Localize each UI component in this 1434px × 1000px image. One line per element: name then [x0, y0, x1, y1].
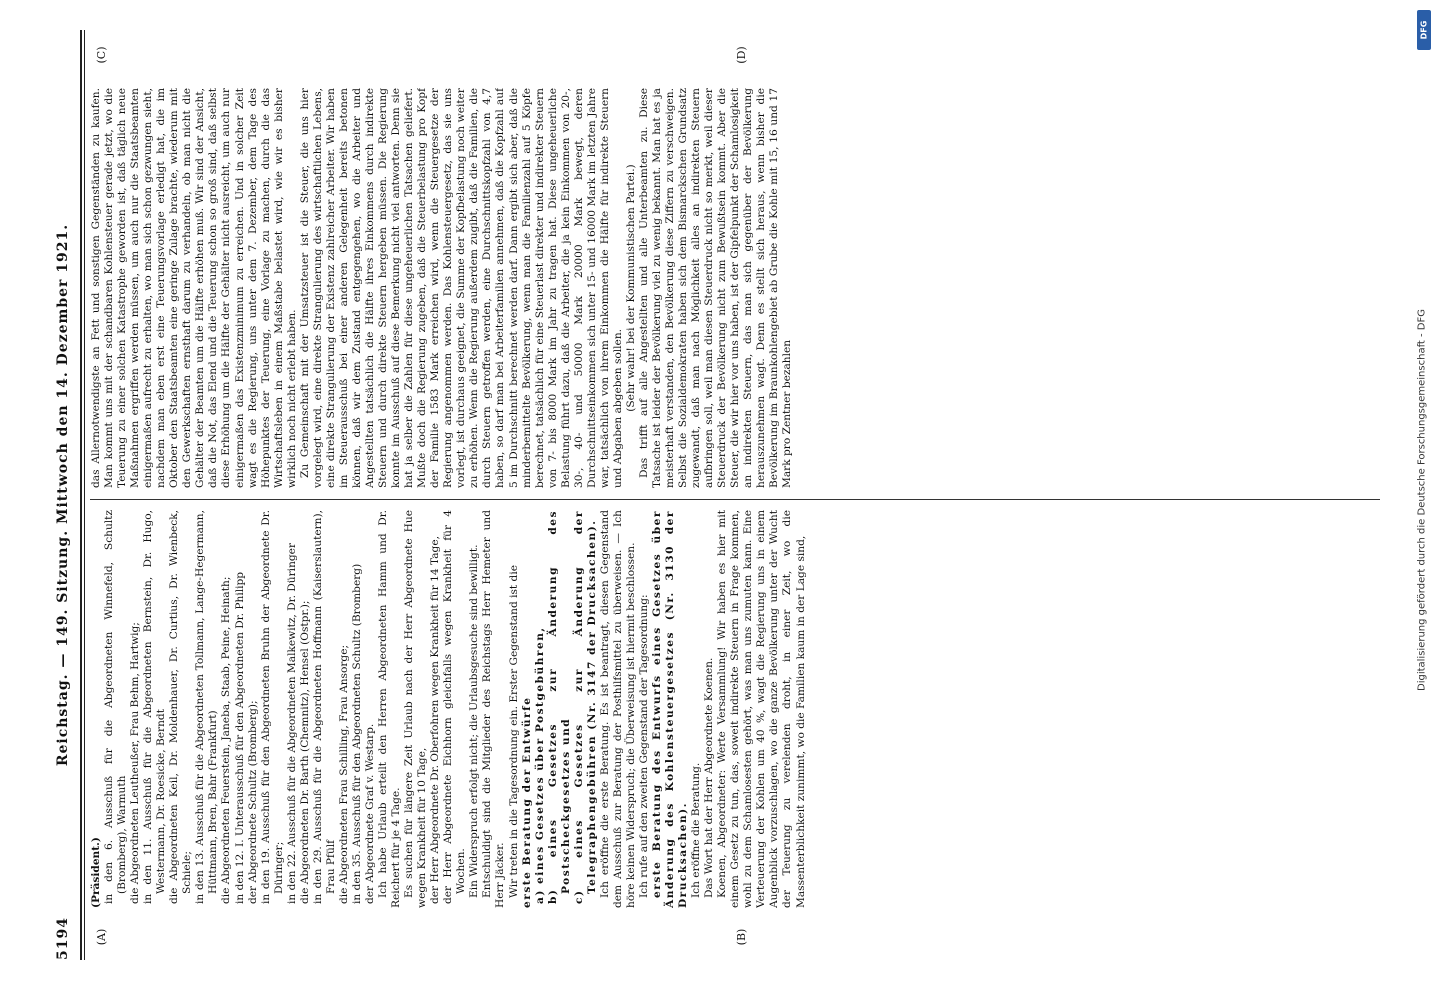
agenda-item: a) eines Gesetzes über Postgebühren, — [533, 626, 546, 904]
header-rule-thin — [84, 30, 85, 960]
text-line: der Abgeordnete Schultz (Bromberg); — [246, 700, 259, 904]
interjection: (Sehr wahr! bei der Kommunistischen Partei.) — [624, 164, 637, 412]
text-line: in den 13. Ausschuß für die Abgeordneten Tollmann, Lange-Hegermann, Hüttmann, Bren, Bahr (Frankfurt) — [194, 510, 220, 904]
page-header — [55, 30, 77, 960]
margin-letter-a: (A) — [95, 928, 108, 946]
margin-letter-b: (B) — [735, 928, 748, 946]
text-line: in den 19. Ausschuß für den Abgeordneten Bruhn der Abgeordnete Dr. Düringer; — [259, 510, 285, 904]
paragraph: Ich habe Urlaub erteilt den Herren Abgeordneten Hamm und Dr. Reichert für je 4 Tage. — [377, 510, 403, 908]
agenda-heading: erste Beratung des Entwurfs eines Gesetzes über Änderung des Kohlensteuergesetzes (Nr. 3130 der Drucksachen). — [651, 510, 690, 908]
text-line: der Herr Abgeordnete Eichhorn gleichfalls wegen Krankheit für 4 Wochen. — [442, 510, 468, 904]
text-line: in den 6. Ausschuß für die Abgeordneten Winnefeld, Schultz (Bromberg), Warmuth — [103, 510, 129, 904]
paragraph: Ich rufe auf den zweiten Gegenstand der Tagesordnung: — [637, 594, 650, 898]
text-line: in den 11. Ausschuß für die Abgeordneten Bernstein, Dr. Hugo, Westermann, Dr. Roesicke, Berndt — [142, 510, 168, 904]
speaker-tag: (Präsident.) — [90, 837, 102, 908]
text-line: der Herr Abgeordnete Dr. Oberfohren wegen Krankheit für 14 Tage, — [429, 536, 442, 904]
text-line: die Abgeordneten Feuerstein, Janeba, Staab, Peine, Heinath; — [220, 576, 233, 904]
margin-letter-d: (D) — [735, 46, 748, 64]
speech-paragraph: Zu Gemeinschaft mit der Umsatzsteuer ist die Steuer, die uns hier vorgelegt wird, eine direkte Strangulierung des wirtschaftlichen Lebens, eine direkte Strangulierung der Existenz zahlreicher Arbeiter. Wir haben im Steuerausschuß bei einer anderen Gelegenheit bereits betonen können, daß wir dem Zustand entgegengehen, wo die Arbeiter und Angestellten tatsächlich die Hälfte ihres Einkommens durch indirekte Steuern und durch direkte Steuern hergeben müssen. Die Regierung konnte im Ausschuß auf diese Bemerkung nicht viel antworten. Denn sie hat ja selber die Zahlen für diese ungeheuerlichen Tatsachen geliefert. Mußte doch die Regierung zugeben, daß die Steuerbelastung pro Kopf der Familie 1583 Mark erreichen wird, wenn die Steuergesetze der Regierung angenommen werden. Das Kohlensteuergesetz, das sie uns vorlegt, ist durchaus geeignet, die Summe der Kopfbelastung noch weiter zu erhöhen. Wenn die Regierung außerdem zugibt, daß die Familien, die durch Steuern getroffen werden, eine Durchschnittskopfzahl von 4,7 haben, so darf man bei Arbeiterfamilien annehmen, daß die Kopfzahl auf 5 im Durchschnitt berechnet werden darf. Dann ergibt sich aber, daß die minderbemittelte Bevölkerung, wenn man die Familienzahl auf 5 Köpfe berechnet, tatsächlich für eine Steuerlast direkter und indirekter Steuern von 7- bis 8000 Mark im Jahr zu tragen hat. Diese ungeheuerliche Belastung führt dazu, daß die Arbeiter, die ja kein Einkommen von 20-, 30-, 40- und 50000 Mark 20000 Mark bewegt, deren Durchschnittseinkommen sich unter 15- und 16000 Mark im letzten Jahre war, tatsächlich von ihrem Einkommen die Hälfte für indirekte Steuern und Abgaben abgeben sollen. — [298, 88, 624, 488]
page-number: 5194 — [55, 917, 71, 960]
dfg-logo-icon — [1417, 10, 1431, 50]
right-column — [90, 88, 1380, 488]
agenda-item: c) eines Gesetzes zur Änderung der Telegraphengebühren (Nr. 3147 der Drucksachen). — [572, 510, 598, 904]
paragraph: Wir treten in die Tagesordnung ein. Erster Gegenstand ist die — [507, 565, 520, 898]
speech-paragraph: Das trifft auf alle Angestellten und alle Unterbeamten zu. Diese Tatsache ist leider der Bevölkerung viel zu wenig bekannt. Man hat es ja meisterhaft verstanden, den Bevölkerung diese Ziffern zu verschweigen. Selbst die Sozialdemokraten haben sich dem Bismarckschen Grundsatz zugewandt, daß man nach Möglichkeit alles an indirekten Steuern aufbringen soll, weil man diesen Steuerdruck nicht so merkt, weil dieser Steuerdruck der Bevölkerung nicht zum Bewußtsein kommt. Aber die Steuer, die wir hier vor uns haben, ist der Gipfelpunkt der Schamlosigkeit an indirekten Steuern, das man sich gegenüber der Bevölkerung herauszunehmen wagt. Denn es stellt sich heraus, wenn bisher die Bevölkerung im Braunkohlengebiet ab Grube die Kohle mit 15, 16 und 17 Mark pro Zentner bezahlen — [637, 88, 794, 488]
agenda-heading: erste Beratung der Entwürfe — [520, 696, 533, 908]
paragraph: Entschuldigt sind die Mitglieder des Reichstags Herr Hemeter und Herr Jäcker. — [481, 510, 507, 908]
speech-paragraph: das Allernotwendigste an Fett und sonstigen Gegenständen zu kaufen. Man kommt uns mit der schandbaren Kohlensteuer gerade jetzt, wo die Teuerung zu einer solchen Katastrophe geworden ist, daß täglich neue Maßnahmen ergriffen werden müssen, um auch nur die Staatsbeamten einigermaßen aufrecht zu erhalten, wo man sich schon gezwungen sieht, nachdem man eben erst eine Teuerungsvorlage erledigt hat, die im Oktober den Staatsbeamten eine geringe Zulage brachte, wiederum mit den Gewerkschaften ernsthaft darum zu verhandeln, ob man nicht die Gehälter der Beamten um die Hälfte erhöhen muß. Wir sind der Ansicht, daß die Not, das Elend und die Teuerung schon so groß sind, daß selbst diese Erhöhung um die Hälfte der Gehälter nicht ausreicht, um auch nur einigermaßen das Existenzminimum zu erreichen. Und in solcher Zeit wagt es die Regierung, uns unter dem 7. Dezember, dem Tage des Höhepunktes der Teuerung, eine Vorlage zu machen, durch die das Wirtschaftsleben in einem Maßstabe belastet wird, wie wir es bisher wirklich noch nicht erlebt haben. — [90, 88, 298, 488]
text-line: in den 35. Ausschuß für den Abgeordneten Schultz (Bromberg) — [350, 563, 363, 904]
left-column — [90, 510, 1380, 908]
text-line: die Abgeordneten Dr. Barth (Chemnitz), Hensel (Ostpr.); — [298, 600, 311, 904]
text-line: in den 22. Ausschuß für die Abgeordneten Malkewitz, Dr. Düringer — [285, 542, 298, 904]
text-line: in den 12. I. Unterausschuß für den Abgeordneten Dr. Philipp — [233, 571, 246, 904]
column-divider — [90, 499, 1380, 500]
text-line: der Abgeordnete Graf v. Westarp. — [363, 723, 376, 904]
text-line: in den 29. Ausschuß für die Abgeordneten Hoffmann (Kaiserslautern), Frau Pfülf — [311, 510, 337, 904]
page-title: Reichstag. — 149. Sitzung. Mittwoch den 14. Dezember 1921. — [55, 223, 71, 767]
credit-text: Digitalisierung gefördert durch die Deutsche Forschungsgemeinschaft - DFG — [1416, 308, 1428, 692]
header-rule — [80, 30, 82, 960]
agenda-item: b) eines Gesetzes zur Änderung des Postscheckgesetzes und — [546, 510, 572, 904]
paragraph: Ein Widerspruch erfolgt nicht; die Urlaubsgesuche sind bewilligt. — [468, 544, 481, 898]
paragraph: Das Wort hat der Herr Abgeordnete Koenen. — [703, 657, 716, 898]
dfg-logo-text: DFG — [1419, 20, 1429, 40]
paragraph: Ich eröffne die Beratung. — [690, 762, 703, 898]
text-line: die Abgeordneten Leutheußer, Frau Behm, Hartwig; — [129, 622, 142, 904]
margin-letter-c: (C) — [95, 46, 108, 64]
paragraph: Ich eröffne die erste Beratung. Es ist beantragt, diesen Gegenstand dem Ausschuß zur Beratung der Posthilfsmittel zu überweisen. — Ich höre keinen Widerspruch; die Überweisung ist hiermit beschlossen. — [598, 510, 637, 908]
text-line: die Abgeordneten Keil, Dr. Moldenhauer, Dr. Curtius, Dr. Wienbeck, Schiele; — [168, 510, 194, 904]
paragraph: Es suchen für längere Zeit Urlaub nach der Herr Abgeordnete Hue wegen Krankheit für 10 Tage, — [403, 510, 429, 908]
speech-paragraph: Koenen, Abgeordneter: Werte Versammlung! Wir haben es hier mit einem Gesetz zu tun, das, soweit indirekte Steuern in Frage kommen, wohl zu dem Schamlosesten gehört, was man uns zumuten kann. Eine Verteuerung der Kohlen um 40 %, wagt die Regierung uns in einem Augenblick vorzuschlagen, wo die ganze Bevölkerung unter der Wucht der Teuerung zu verelenden droht, in einer Zeit, wo die Massenterblichkeit zunimmt, wo die Familien kaum in der Lage sind, — [716, 510, 807, 908]
digitization-credit — [1414, 10, 1430, 990]
text-line: die Abgeordneten Frau Schilling, Frau Ansorge; — [337, 644, 350, 904]
